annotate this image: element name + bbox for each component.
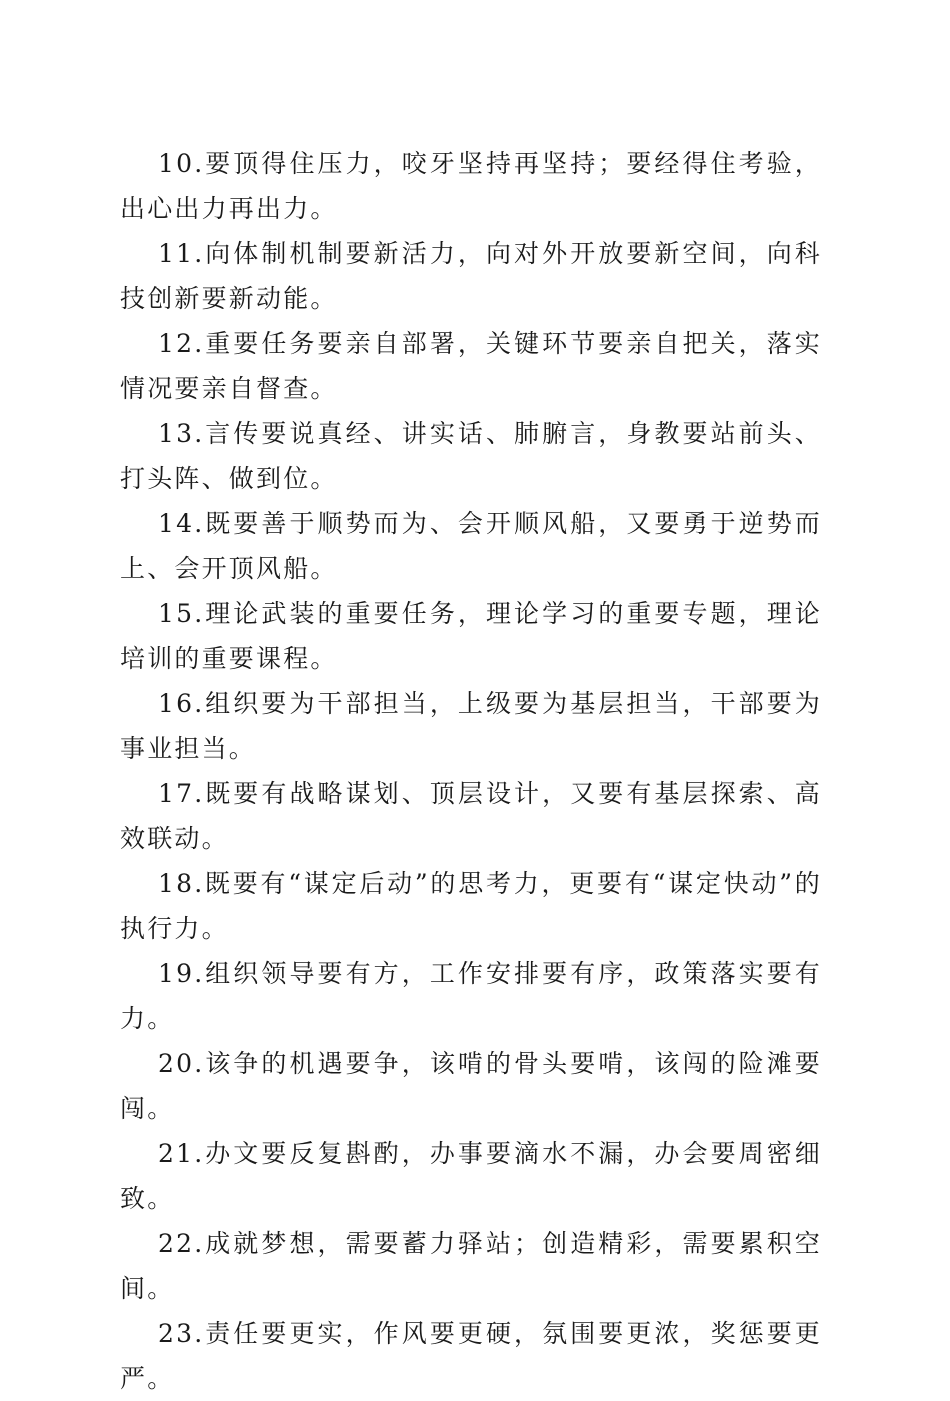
list-item-15: 15.理论武装的重要任务，理论学习的重要专题，理论培训的重要课程。 xyxy=(120,599,822,673)
list-item-21: 21.办文要反复斟酌，办事要滴水不漏，办会要周密细致。 xyxy=(120,1139,822,1213)
list-item-12: 12.重要任务要亲自部署，关键环节要亲自把关，落实情况要亲自督查。 xyxy=(120,329,822,403)
list-item-23: 23.责任要更实，作风要更硬，氛围要更浓，奖惩要更严。 xyxy=(120,1319,822,1393)
list-item-11: 11.向体制机制要新活力，向对外开放要新空间，向科技创新要新动能。 xyxy=(120,239,822,313)
list-item-13: 13.言传要说真经、讲实话、肺腑言，身教要站前头、打头阵、做到位。 xyxy=(120,419,822,493)
list-item-18: 18.既要有“谋定后动”的思考力，更要有“谋定快动”的执行力。 xyxy=(120,869,822,943)
list-item-10: 10.要顶得住压力，咬牙坚持再坚持；要经得住考验，出心出力再出力。 xyxy=(120,149,822,223)
list-item-20: 20.该争的机遇要争，该啃的骨头要啃，该闯的险滩要闯。 xyxy=(120,1049,822,1123)
list-item-17: 17.既要有战略谋划、顶层设计，又要有基层探索、高效联动。 xyxy=(120,779,822,853)
document-body xyxy=(120,141,822,1401)
list-item-14: 14.既要善于顺势而为、会开顺风船，又要勇于逆势而上、会开顶风船。 xyxy=(120,509,822,583)
list-item-22: 22.成就梦想，需要蓄力驿站；创造精彩，需要累积空间。 xyxy=(120,1229,822,1303)
list-item-16: 16.组织要为干部担当，上级要为基层担当，干部要为事业担当。 xyxy=(120,689,822,763)
list-item-19: 19.组织领导要有方，工作安排要有序，政策落实要有力。 xyxy=(120,959,822,1033)
